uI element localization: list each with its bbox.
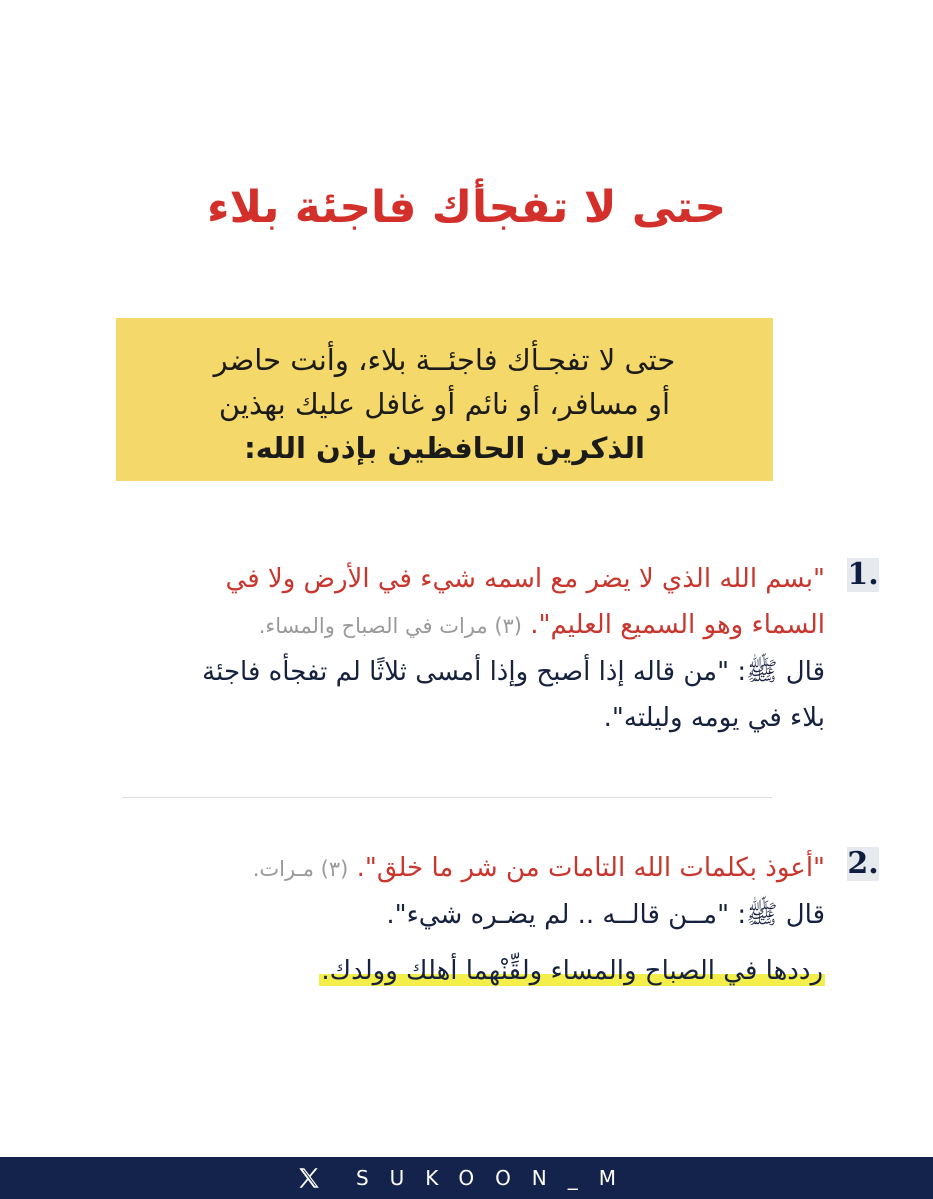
dhikr-item-1 bbox=[105, 556, 879, 741]
dhikr-1-text-line-2: السماء وهو السميع العليم". bbox=[530, 610, 825, 640]
intro-line-3: الذكرين الحافظين بإذن الله: bbox=[244, 431, 645, 465]
page-title: حتى لا تفجأك فاجئة بلاء bbox=[206, 182, 727, 233]
item-number-1: 1. bbox=[847, 557, 879, 592]
footer-handle[interactable]: SUKOON_M bbox=[355, 1166, 638, 1190]
footer-bar bbox=[0, 1157, 933, 1199]
dhikr-2-advice-highlight: رددها في الصباح والمساء ولقِّنْهما أهلك وولدك. bbox=[321, 956, 823, 986]
dhikr-1-repetition: (٣) مرات في الصباح والمساء. bbox=[258, 614, 522, 638]
intro-box bbox=[116, 318, 773, 481]
dhikr-2-text: "أعوذ بكلمات الله التامات من شر ما خلق". bbox=[356, 853, 825, 883]
intro-line-1: حتى لا تفجـأك فاجئــة بلاء، وأنت حاضر bbox=[213, 343, 676, 377]
dhikr-2-repetition: (٣) مـرات. bbox=[252, 857, 349, 881]
divider bbox=[122, 797, 772, 798]
intro-line-2: أو مسافر، أو نائم أو غافل عليك بهذين bbox=[218, 387, 671, 421]
x-logo-icon bbox=[296, 1165, 322, 1191]
dhikr-1-hadith-line-2: بلاء في يومه وليلته". bbox=[603, 703, 825, 733]
dhikr-2-hadith: قال ﷺ: "مــن قالــه .. لم يضـره شيء". bbox=[386, 900, 825, 930]
dhikr-1-hadith-line-1: قال ﷺ: "من قاله إذا أصبح وإذا أمسى ثلاثًا لم تفجأه فاجئة bbox=[202, 657, 825, 687]
dhikr-1-text-line-1: "بسم الله الذي لا يضر مع اسمه شيء في الأرض ولا في bbox=[225, 564, 825, 594]
dhikr-item-2 bbox=[105, 845, 879, 994]
item-number-2: 2. bbox=[847, 846, 879, 881]
